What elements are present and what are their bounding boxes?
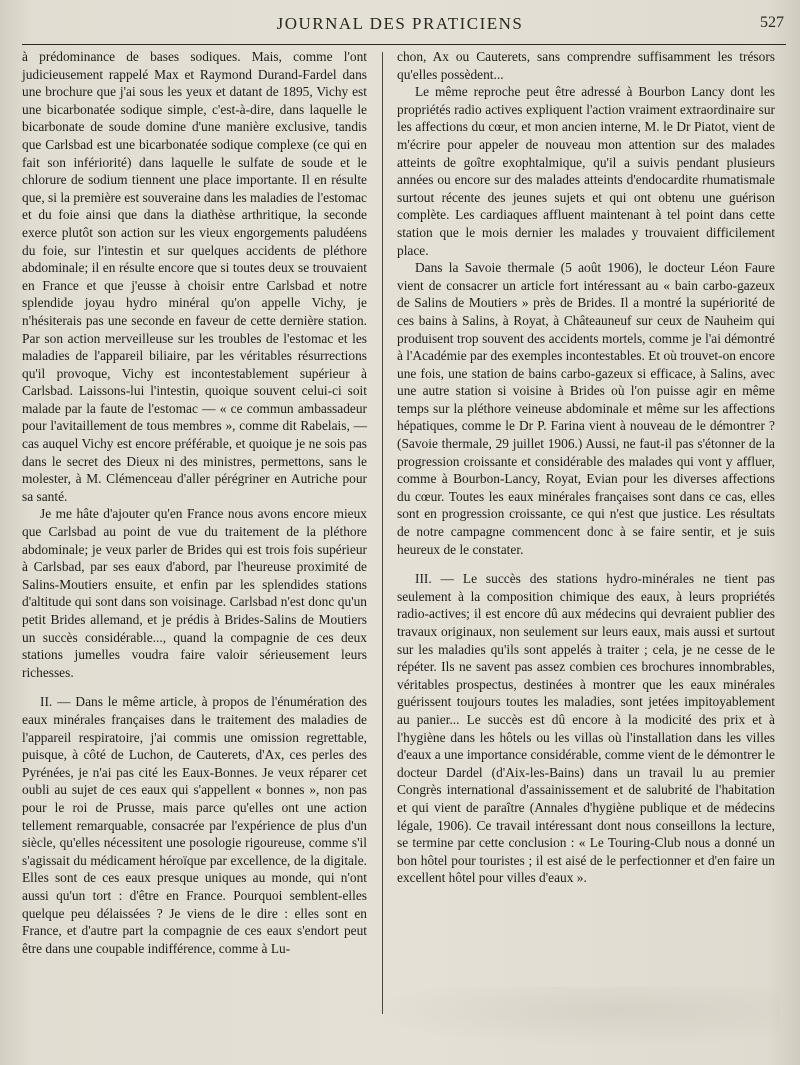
- paragraph: chon, Ax ou Cauterets, sans comprendre suffisamment les trésors qu'elles possèdent...: [397, 49, 775, 82]
- paragraph: à prédominance de bases sodiques. Mais, comme l'ont judicieusement rappelé Max et Raymond Durand-Fardel dans une brochure que j'ai sous les yeux et datant de 1895, Vichy est une bicarbonatée sodique simple, c'est-à-dire, dans laquelle le bicarbonate de soude domine d'une manière exclusive, tandis que Carlsbad est une bicarbonatée sodique complexe (ce qui en fait son infériorité) dans laquelle le sulfate de soude et le chlorure de sodium tiennent une place importante. Il en résulte que, si la première est souveraine dans les maladies de l'estomac et du foie ainsi que dans la diathèse arthritique, la seconde exerce plutôt son action sur les vieux engorgements paludéens du foie, sur l'intestin et sur quelques accidents de pléthore abdominale; il en résulte encore que si toutes deux se trouvaient en France et que j'eusse à choisir entre Carlsbad et notre splendide joyau hydro minéral qu'on appelle Vichy, je n'hésiterais pas une seconde en faveur de cette dernière station. Par son action merveilleuse sur les troubles de l'estomac et les maladies de l'appareil biliaire, par les véritables résurrections qu'il provoque, Vichy est incontestablement supérieur à Carlsbad. Laissons-lui l'intestin, quoique souvent celui-ci soit malade par la faute de l'estomac — « ce commun ambassadeur pour l'avitaillement de tous membres », comme dit Rabelais, — cas auquel Vichy est encore préférable, et quoique je ne sois pas dans le secret des Dieux ni des ministres, permettons, sans le molester, à M. Clémenceau d'aller pérégriner en Autriche pour sa santé.: [22, 49, 367, 504]
- header-rule: [22, 44, 786, 45]
- print-show-through: [360, 987, 780, 1047]
- paragraph: Dans la Savoie thermale (5 août 1906), le docteur Léon Faure vient de consacrer un article fort intéressant au « bain carbo-gazeux de Salins de Moutiers » près de Brides. Il a montré la supériorité de ces bains à Salins, à Royat, à Châteauneuf sur ceux de Nauheim qui produisent trop souvent des accidents mortels, comme je l'ai démontré à l'Académie par des exemples incontestables. Et où trouvet-on encore une fois, une station de bains carbo-gazeux si efficace, à Salins, avec une autre station si voisine à Brides où l'on puisse agir en même temps sur la pléthore veineuse abdominale et même sur les affections hépatiques, comme le Dr P. Farina vient à nouveau de le démontrer ? (Savoie thermale, 29 juillet 1906.) Aussi, ne faut-il pas s'étonner de la progression croissante et considérable des malades qui vont y affluer, comme à Bourbon-Lancy, Royat, Evian pour les diverses affections du cœur. Toutes les eaux minérales françaises sont dans ce cas, elles sont en progression croissante, ce qui n'est que justice. Les résultats de notre campagne commencent donc à se faire sentir, et je suis heureux de le constater.: [397, 260, 775, 557]
- page-header: [0, 14, 800, 38]
- paragraph: Je me hâte d'ajouter qu'en France nous avons encore mieux que Carlsbad au point de vue du traitement de la pléthore abdominale; je veux parler de Brides qui est trois fois supérieur à Carlsbad, par ses eaux d'abord, par l'heureuse proximité de Salins-Moutiers ensuite, et enfin par les splendides stations d'altitude qui sont dans son voisinage. Carlsbad n'est donc qu'un petit Brides allemand, et je prédis à Brides-Salins de Moutiers un succès considérable..., quand la compagnie de ces deux stations jumelles voudra faire valoir sérieusement leurs richesses.: [22, 506, 367, 680]
- right-column: [397, 48, 775, 887]
- section-paragraph: II. — Dans le même article, à propos de l'énumération des eaux minérales françaises dans le traitement des maladies de l'appareil respiratoire, j'ai commis une omission regrettable, puisque, à côté de Luchon, de Cauterets, d'Ax, ces perles des Pyrénées, je n'ai pas cité les Eaux-Bonnes. Je veux réparer cet oubli au sujet de ces eaux qui s'appellent « bonnes », non pas pour le roi de Prusse, mais parce qu'elles ont une action tellement remarquable, consacrée par l'expérience de plus d'un siècle, qu'elles nécessitent une posologie rigoureuse, comme s'il s'agissait du médicament héroïque par excellence, de la digitale. Elles sont de ces eaux presque uniques au monde, qui n'ont aussi qu'un tort : d'être en France. Pourquoi semblent-elles quelque peu délaissées ? Je viens de le dire : elles sont en France, et d'autre part la compagnie de ces eaux s'endort peut être dans une coupable indifférence, comme à Lu-: [22, 694, 367, 956]
- section-paragraph: III. — Le succès des stations hydro-minérales ne tient pas seulement à la composition chimique des eaux, à leurs propriétés radio-actives; il est encore dû aux médecins qui devraient publier des travaux originaux, non seulement sur leurs eaux, mais aussi et surtout sur les maladies qu'ils sont appelés à traiter ; cela, je ne cesse de le répéter. Ils ne savent pas assez combien ces brochures innombrables, véritables prospectus, destinées à montrer que les eaux minérales guérissent toujours toutes les maladies, sont jetées impitoyablement au panier... Le succès est dû encore à la modicité des prix et à l'hygiène dans les hôtels ou les villas où l'installation dans les villes d'eaux a une importance considérable, comme vient de le démontrer le docteur Dardel (d'Aix-les-Bains) dans un travail lu au premier Congrès international d'assainissement et de salubrité de l'habitation et qui vient de paraître (Annales d'hygiène publique et de médecins légale, 1906). Ce travail intéressant dont nous conseillons la lecture, se termine par cette conclusion : « Le Touring-Club nous a donné un bon hôtel pour touristes ; il est aisé de le perfectionner et d'en faire un excellent hôtel pour villes d'eaux ».: [397, 571, 775, 886]
- left-column: [22, 48, 367, 957]
- running-title: JOURNAL DES PRATICIENS: [276, 14, 524, 33]
- page-number: 527: [760, 14, 784, 31]
- column-divider: [382, 52, 383, 1014]
- paragraph: Le même reproche peut être adressé à Bourbon Lancy dont les propriétés radio actives expliquent l'action vraiment extraordinaire sur les affections du cœur, et mon ancien interne, M. le Dr Piatot, vient de m'écrire pour appeler de nouveau mon attention sur des malades atteints de goître exophtalmique, qu'il a suivis pendant plusieurs années ou encore sur des malades atteints d'endocardite rhumatismale surtout récente des jeunes sujets et qui ont obtenu une guérison complète. Les cardiaques affluent maintenant à tel point dans cette station que le mois dernier les malades y trouvaient difficilement place.: [397, 84, 775, 258]
